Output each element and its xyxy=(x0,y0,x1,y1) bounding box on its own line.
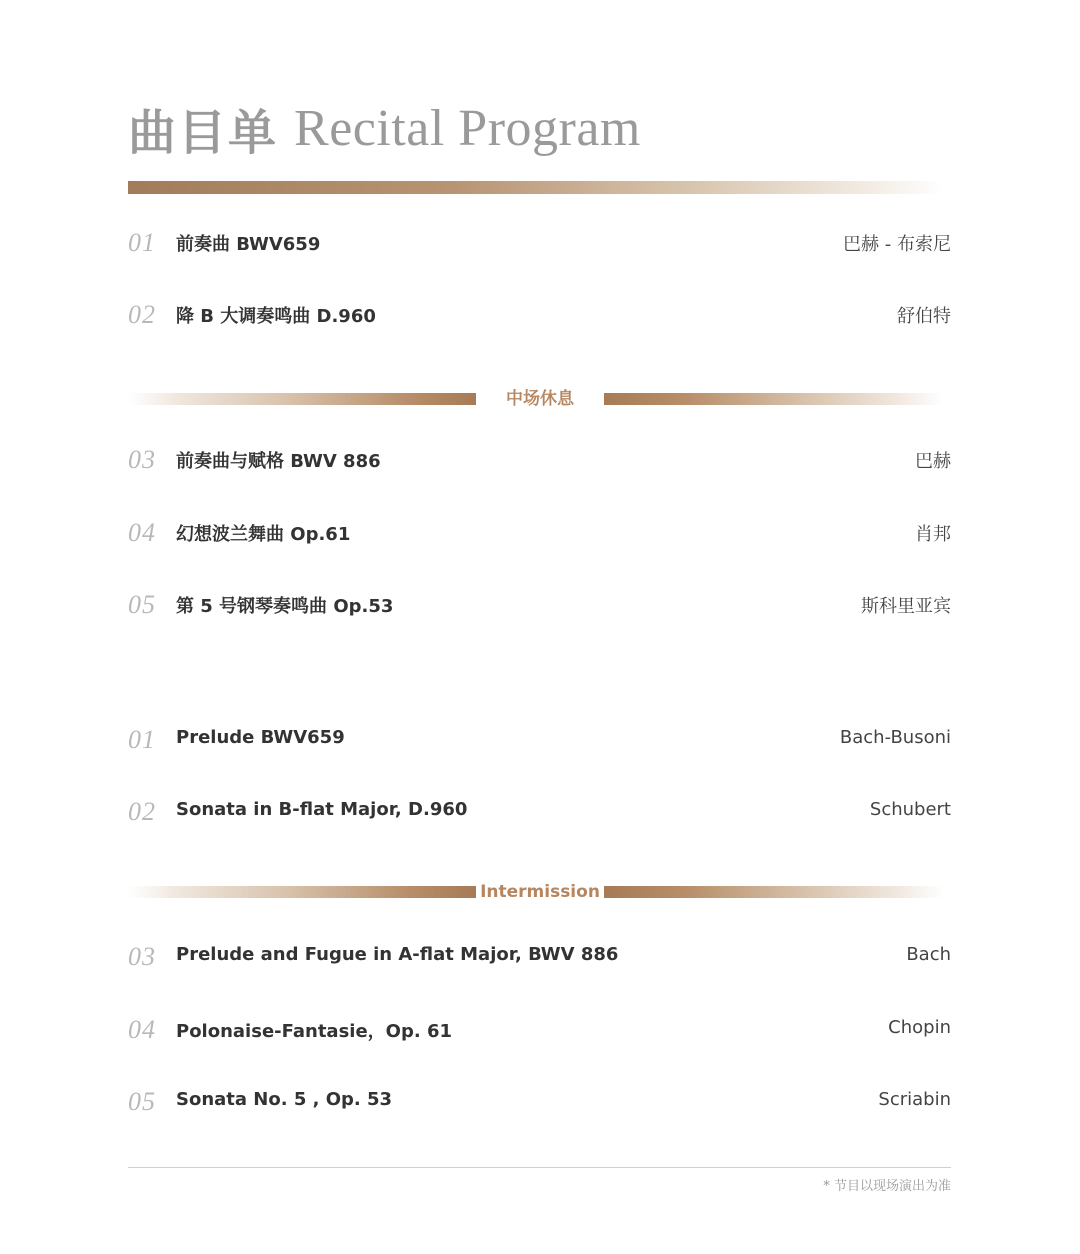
composer-name: 斯科里亚宾 xyxy=(861,596,951,617)
item-number: 01 xyxy=(128,228,156,257)
work-title: 前奏曲 BWV659 xyxy=(176,234,321,255)
footer-divider xyxy=(128,1167,951,1168)
divider-bar-left xyxy=(128,886,476,898)
title-underline-bar xyxy=(128,181,943,194)
item-number: 04 xyxy=(128,1015,156,1044)
work-title: Prelude and Fugue in A-flat Major, BWV 886 xyxy=(176,944,619,965)
work-title: Polonaise-Fantasie，Op. 61 xyxy=(176,1021,453,1042)
divider-bar-right xyxy=(604,886,943,898)
item-number: 03 xyxy=(128,942,156,971)
composer-name: 舒伯特 xyxy=(897,306,951,327)
program-row xyxy=(128,795,951,835)
program-row xyxy=(128,588,951,628)
program-row xyxy=(128,443,951,483)
composer-name: Bach xyxy=(906,944,951,965)
composer-name: 肖邦 xyxy=(915,524,951,545)
intermission-label: Intermission xyxy=(480,882,600,902)
intermission-divider xyxy=(128,880,951,904)
work-title: Prelude BWV659 xyxy=(176,727,345,748)
work-title: 前奏曲与赋格 BWV 886 xyxy=(176,451,381,472)
program-row xyxy=(128,298,951,338)
page-title-english: Recital Program xyxy=(294,100,641,157)
composer-name: Scriabin xyxy=(878,1089,951,1110)
composer-name: 巴赫 - 布索尼 xyxy=(843,234,951,255)
program-row xyxy=(128,723,951,763)
program-row xyxy=(128,1013,951,1053)
program-row xyxy=(128,516,951,556)
intermission-divider xyxy=(128,387,951,411)
work-title: Sonata No. 5 , Op. 53 xyxy=(176,1089,393,1110)
item-number: 02 xyxy=(128,300,156,329)
item-number: 04 xyxy=(128,518,156,547)
page-title xyxy=(128,94,641,164)
item-number: 01 xyxy=(128,725,156,754)
program-row xyxy=(128,940,951,980)
composer-name: 巴赫 xyxy=(915,451,951,472)
work-title: Sonata in B-flat Major, D.960 xyxy=(176,799,468,820)
composer-name: Chopin xyxy=(888,1017,951,1038)
work-title: 降 B 大调奏鸣曲 D.960 xyxy=(176,306,376,327)
program-row xyxy=(128,1085,951,1125)
item-number: 02 xyxy=(128,797,156,826)
item-number: 05 xyxy=(128,590,156,619)
intermission-label: 中场休息 xyxy=(506,389,574,409)
program-row xyxy=(128,226,951,266)
page-title-chinese: 曲目单 xyxy=(128,105,279,161)
work-title: 第 5 号钢琴奏鸣曲 Op.53 xyxy=(176,596,394,617)
item-number: 05 xyxy=(128,1087,156,1116)
footnote: * 节目以现场演出为准 xyxy=(823,1179,951,1194)
composer-name: Schubert xyxy=(869,799,951,820)
composer-name: Bach-Busoni xyxy=(839,727,951,748)
divider-bar-left xyxy=(128,393,476,405)
divider-bar-right xyxy=(604,393,943,405)
item-number: 03 xyxy=(128,445,156,474)
work-title: 幻想波兰舞曲 Op.61 xyxy=(176,524,351,545)
